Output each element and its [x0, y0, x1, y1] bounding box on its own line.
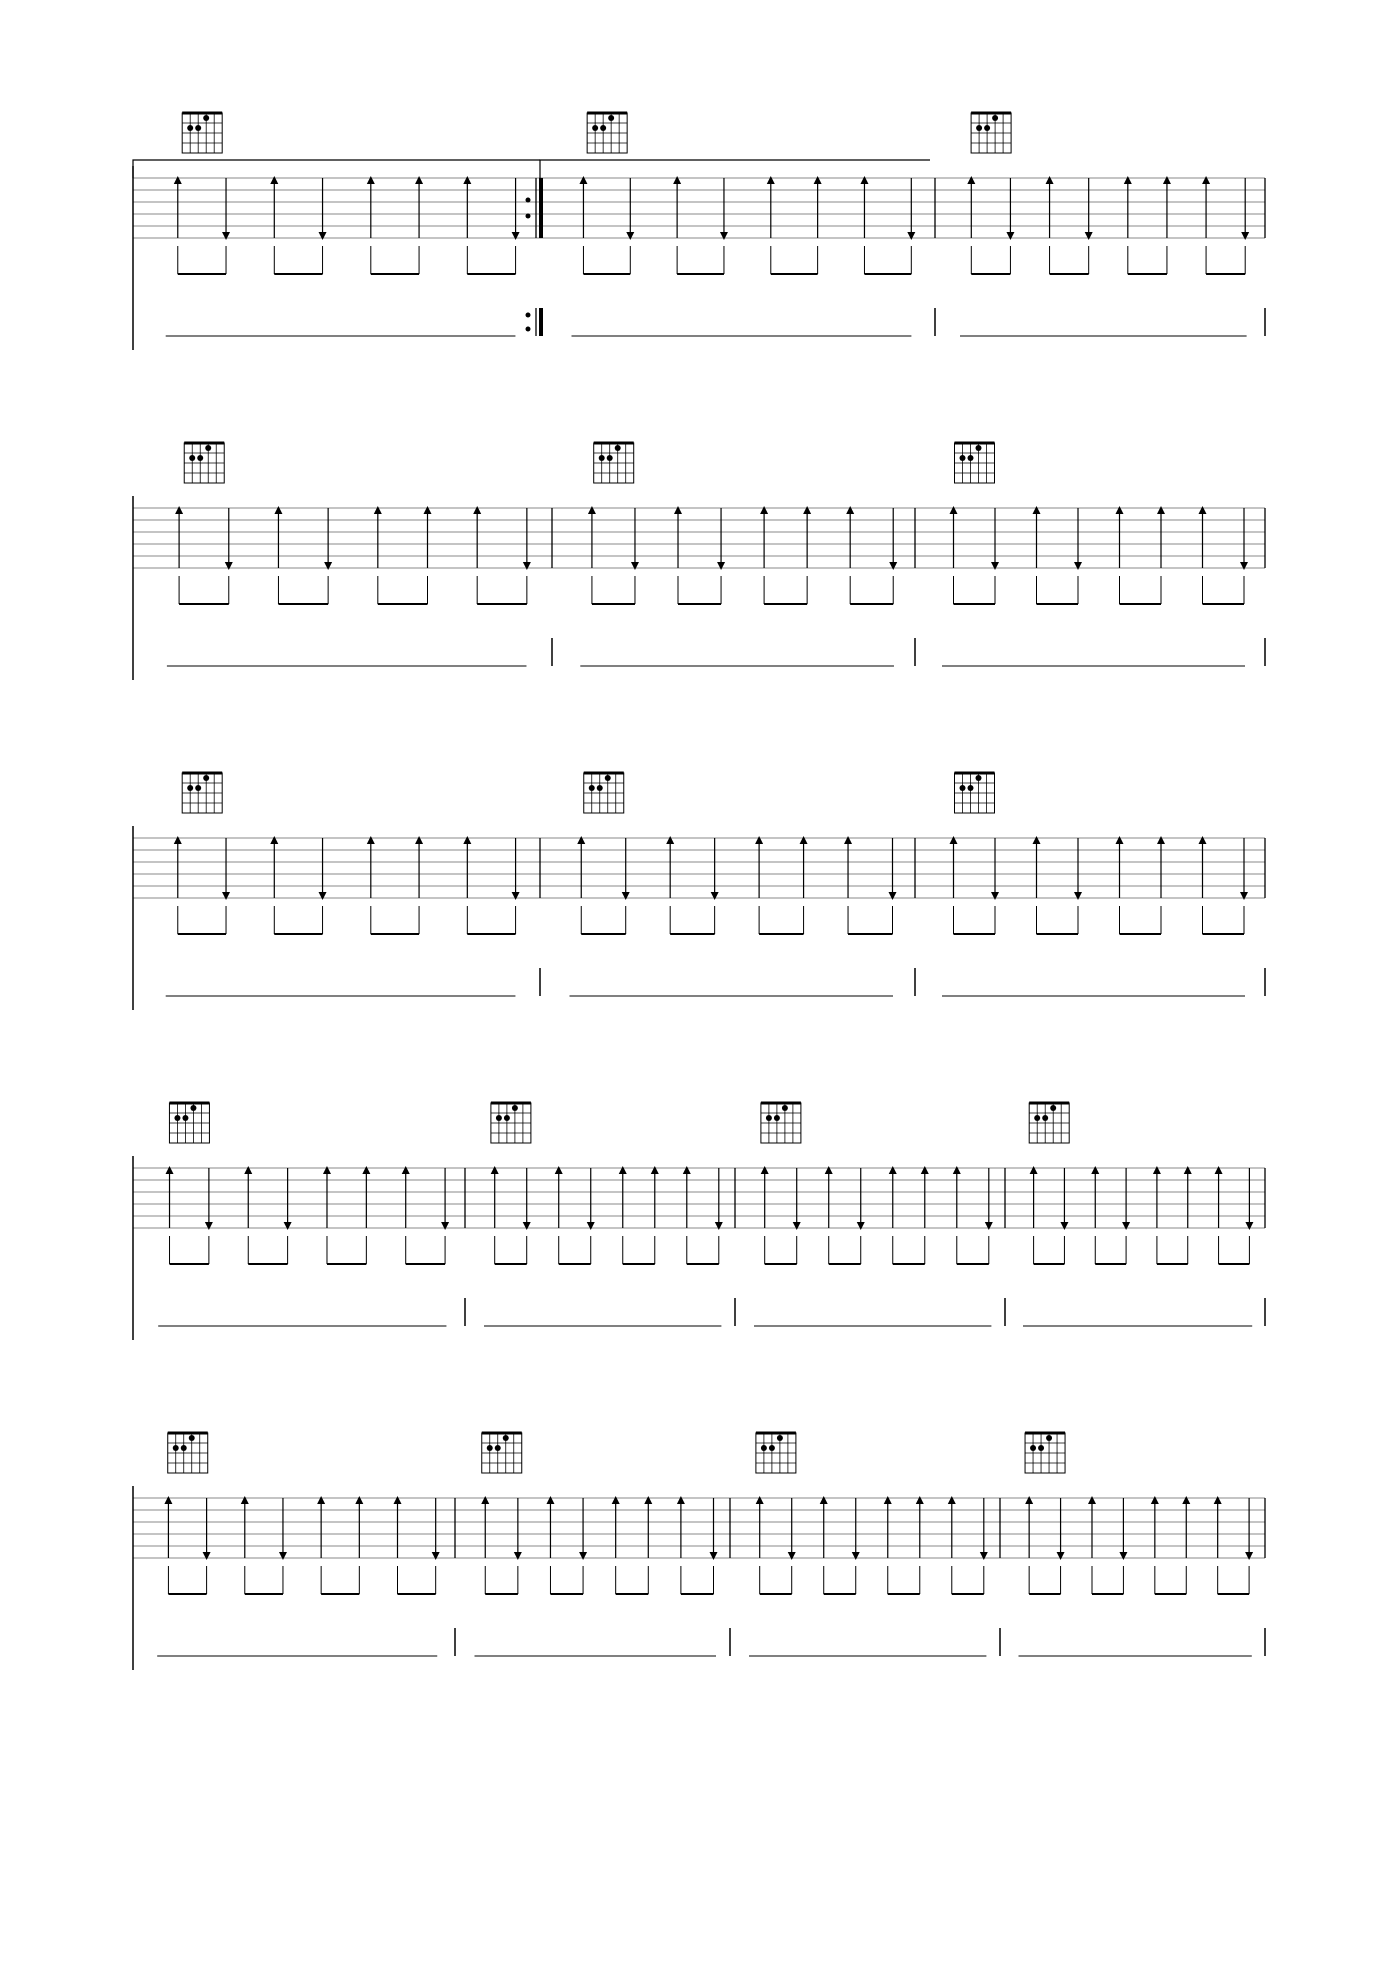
chord-diagram — [1029, 1103, 1069, 1143]
strum-up-arrow — [274, 506, 282, 604]
strum-up-arrow — [270, 836, 278, 934]
strum-up-arrow — [814, 176, 822, 274]
strum-up-arrow — [1033, 506, 1041, 604]
strum-up-arrow — [1116, 836, 1124, 934]
tab-staff — [0, 1010, 1400, 1340]
chord-diagram — [168, 1433, 208, 1473]
measure — [166, 934, 516, 996]
tab-staff — [0, 350, 1400, 680]
strum-up-arrow — [174, 176, 182, 274]
chord-diagram — [756, 1433, 796, 1473]
strum-up-arrow — [683, 1166, 691, 1264]
measure — [960, 274, 1247, 336]
strum-up-arrow — [1157, 836, 1165, 934]
strum-up-arrow — [1199, 836, 1207, 934]
strum-up-arrow — [619, 1166, 627, 1264]
strum-up-arrow — [463, 836, 471, 934]
strum-up-arrow — [1033, 836, 1041, 934]
strum-up-arrow — [916, 1496, 924, 1594]
strum-up-arrow — [588, 506, 596, 604]
system-2 — [0, 350, 1400, 680]
chord-diagram — [587, 113, 627, 153]
strum-up-arrow — [577, 836, 585, 934]
strum-up-arrow — [1153, 1166, 1161, 1264]
strum-up-arrow — [677, 1496, 685, 1594]
strum-up-arrow — [846, 506, 854, 604]
strum-up-arrow — [491, 1166, 499, 1264]
strum-up-arrow — [1202, 176, 1210, 274]
strum-up-arrow — [166, 1166, 174, 1264]
chord-diagram — [584, 773, 624, 813]
repeat-dot — [526, 327, 531, 332]
measure — [157, 1594, 437, 1656]
measure — [754, 1264, 991, 1326]
strum-up-arrow — [1157, 506, 1165, 604]
strum-up-arrow — [803, 506, 811, 604]
strum-up-arrow — [1163, 176, 1171, 274]
chord-diagram — [184, 443, 224, 483]
measure — [570, 934, 894, 996]
strum-up-arrow — [967, 176, 975, 274]
strum-up-arrow — [755, 836, 763, 934]
measure — [1019, 1594, 1252, 1656]
strum-up-arrow — [825, 1166, 833, 1264]
strum-up-arrow — [651, 1166, 659, 1264]
repeat-dot — [526, 198, 531, 203]
strum-up-arrow — [644, 1496, 652, 1594]
strum-up-arrow — [673, 176, 681, 274]
strum-up-arrow — [948, 1496, 956, 1594]
strum-up-arrow — [950, 506, 958, 604]
strum-up-arrow — [164, 1496, 172, 1594]
strum-up-arrow — [374, 506, 382, 604]
strum-up-arrow — [241, 1496, 249, 1594]
strum-up-arrow — [800, 836, 808, 934]
repeat-dot — [526, 214, 531, 219]
tab-staff — [0, 20, 1400, 350]
measure — [942, 604, 1245, 666]
strum-up-arrow — [1088, 1496, 1096, 1594]
measure — [158, 1264, 446, 1326]
strum-up-arrow — [1182, 1496, 1190, 1594]
chord-diagram — [761, 1103, 801, 1143]
strum-up-arrow — [950, 836, 958, 934]
chord-diagram — [955, 773, 995, 813]
strum-up-arrow — [1116, 506, 1124, 604]
system-4 — [0, 1010, 1400, 1340]
strum-up-arrow — [820, 1496, 828, 1594]
strum-up-arrow — [323, 1166, 331, 1264]
tab-staff — [0, 680, 1400, 1010]
chord-diagram — [182, 773, 222, 813]
strum-up-arrow — [860, 176, 868, 274]
strum-up-arrow — [1199, 506, 1207, 604]
strum-up-arrow — [362, 1166, 370, 1264]
measure — [580, 604, 894, 666]
strum-up-arrow — [921, 1166, 929, 1264]
strum-up-arrow — [884, 1496, 892, 1594]
measure — [475, 1594, 717, 1656]
system-3 — [0, 680, 1400, 1010]
strum-up-arrow — [767, 176, 775, 274]
measure — [942, 934, 1245, 996]
strum-up-arrow — [760, 506, 768, 604]
chord-diagram — [971, 113, 1011, 153]
strum-up-arrow — [175, 506, 183, 604]
strum-up-arrow — [355, 1496, 363, 1594]
strum-up-arrow — [674, 506, 682, 604]
strum-up-arrow — [579, 176, 587, 274]
strum-up-arrow — [415, 176, 423, 274]
strum-up-arrow — [666, 836, 674, 934]
strum-up-arrow — [1184, 1166, 1192, 1264]
strum-up-arrow — [1091, 1166, 1099, 1264]
strum-up-arrow — [756, 1496, 764, 1594]
measure — [572, 274, 912, 336]
chord-diagram — [182, 113, 222, 153]
chord-diagram — [1025, 1433, 1065, 1473]
strum-up-arrow — [612, 1496, 620, 1594]
measure — [167, 604, 527, 666]
strum-up-arrow — [1215, 1166, 1223, 1264]
strum-up-arrow — [1124, 176, 1132, 274]
chord-diagram — [955, 443, 995, 483]
strum-up-arrow — [1214, 1496, 1222, 1594]
strum-up-arrow — [174, 836, 182, 934]
measure — [484, 1264, 721, 1326]
strum-up-arrow — [317, 1496, 325, 1594]
strum-up-arrow — [1046, 176, 1054, 274]
strum-up-arrow — [844, 836, 852, 934]
strum-up-arrow — [270, 176, 278, 274]
strum-up-arrow — [1030, 1166, 1038, 1264]
strum-up-arrow — [423, 506, 431, 604]
strum-up-arrow — [555, 1166, 563, 1264]
tab-staff — [0, 1340, 1400, 1670]
strum-up-arrow — [481, 1496, 489, 1594]
volta-bracket — [540, 160, 930, 178]
strum-up-arrow — [1025, 1496, 1033, 1594]
repeat-dot — [526, 313, 531, 318]
chord-diagram — [169, 1103, 209, 1143]
strum-up-arrow — [1151, 1496, 1159, 1594]
system-5 — [0, 1340, 1400, 1670]
strum-up-arrow — [761, 1166, 769, 1264]
strum-up-arrow — [367, 176, 375, 274]
strum-up-arrow — [889, 1166, 897, 1264]
strum-up-arrow — [415, 836, 423, 934]
volta-bracket — [133, 160, 540, 178]
strum-up-arrow — [546, 1496, 554, 1594]
strum-up-arrow — [394, 1496, 402, 1594]
measure — [1023, 1264, 1252, 1326]
system-1 — [0, 20, 1400, 350]
measure — [166, 274, 516, 336]
strum-up-arrow — [473, 506, 481, 604]
chord-diagram — [491, 1103, 531, 1143]
strum-up-arrow — [402, 1166, 410, 1264]
strum-up-arrow — [367, 836, 375, 934]
strum-up-arrow — [953, 1166, 961, 1264]
chord-diagram — [482, 1433, 522, 1473]
measure — [749, 1594, 986, 1656]
strum-up-arrow — [463, 176, 471, 274]
chord-diagram — [594, 443, 634, 483]
strum-up-arrow — [244, 1166, 252, 1264]
